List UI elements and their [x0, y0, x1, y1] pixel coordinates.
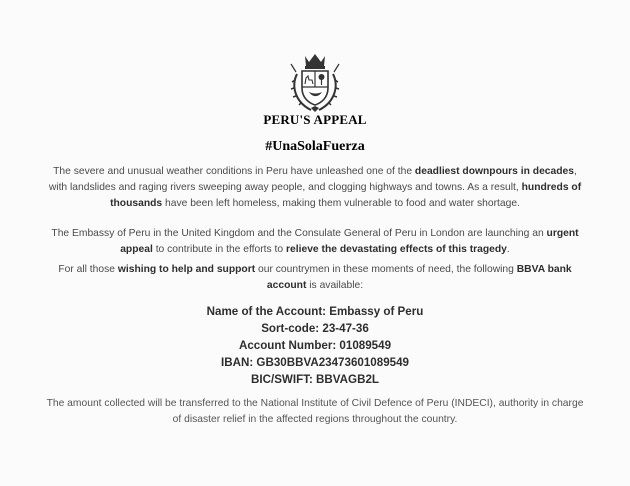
bank-account-details — [0, 303, 630, 388]
account-number: Account Number: 01089549 — [238, 339, 392, 352]
paragraph-segment: our countrymen in these moments of need, the following — [255, 264, 517, 275]
paragraph-segment: , with landslides and raging rivers sweeping away people, and clogging highways and towns. As a result, — [48, 166, 577, 193]
paragraph-segment: The Embassy of Peru in the United Kingdom and the Consulate General of Peru in London are launching an — [51, 228, 547, 239]
paragraph-segment: is available: — [306, 280, 364, 291]
paragraph-emphasis: BBVA bank account — [266, 264, 572, 291]
iban: IBAN: GB30BBVA23473601089549 — [221, 356, 409, 369]
embassy-paragraph — [44, 226, 586, 258]
closing-paragraph: The amount collected will be transferred to the National Institute of Civil Defence of Peru (INDECI), authority in charge of disaster relief in the affected regions throughout the country. — [46, 398, 584, 425]
account-name: Name of the Account: Embassy of Peru — [206, 305, 424, 318]
paragraph-emphasis: relieve the devastating effects of this tragedy — [286, 244, 507, 255]
peru-coat-of-arms-icon — [287, 50, 343, 114]
intro-paragraph — [44, 164, 586, 212]
support-paragraph — [44, 262, 586, 294]
paragraph-segment: . — [506, 244, 510, 255]
sort-code: Sort-code: 23-47-36 — [261, 322, 369, 335]
paragraph-emphasis: wishing to help and support — [117, 264, 256, 275]
paragraph-emphasis: deadliest downpours in decades — [414, 166, 574, 177]
paragraph-emphasis: hundreds of thousands — [110, 182, 582, 209]
paragraph-segment: The severe and unusual weather conditions in Peru have unleashed one of the — [53, 166, 415, 177]
paragraph-segment: to contribute in the efforts to — [152, 244, 287, 255]
bic-swift: BIC/SWIFT: BBVAGB2L — [251, 373, 379, 386]
paragraph-segment: For all those — [58, 264, 118, 275]
paragraph-emphasis: urgent appeal — [120, 228, 579, 255]
hashtag-heading: #UnaSolaFuerza — [265, 139, 365, 154]
page-title: PERU'S APPEAL — [263, 112, 367, 127]
paragraph-segment: have been left homeless, making them vulnerable to food and water shortage. — [162, 198, 520, 209]
